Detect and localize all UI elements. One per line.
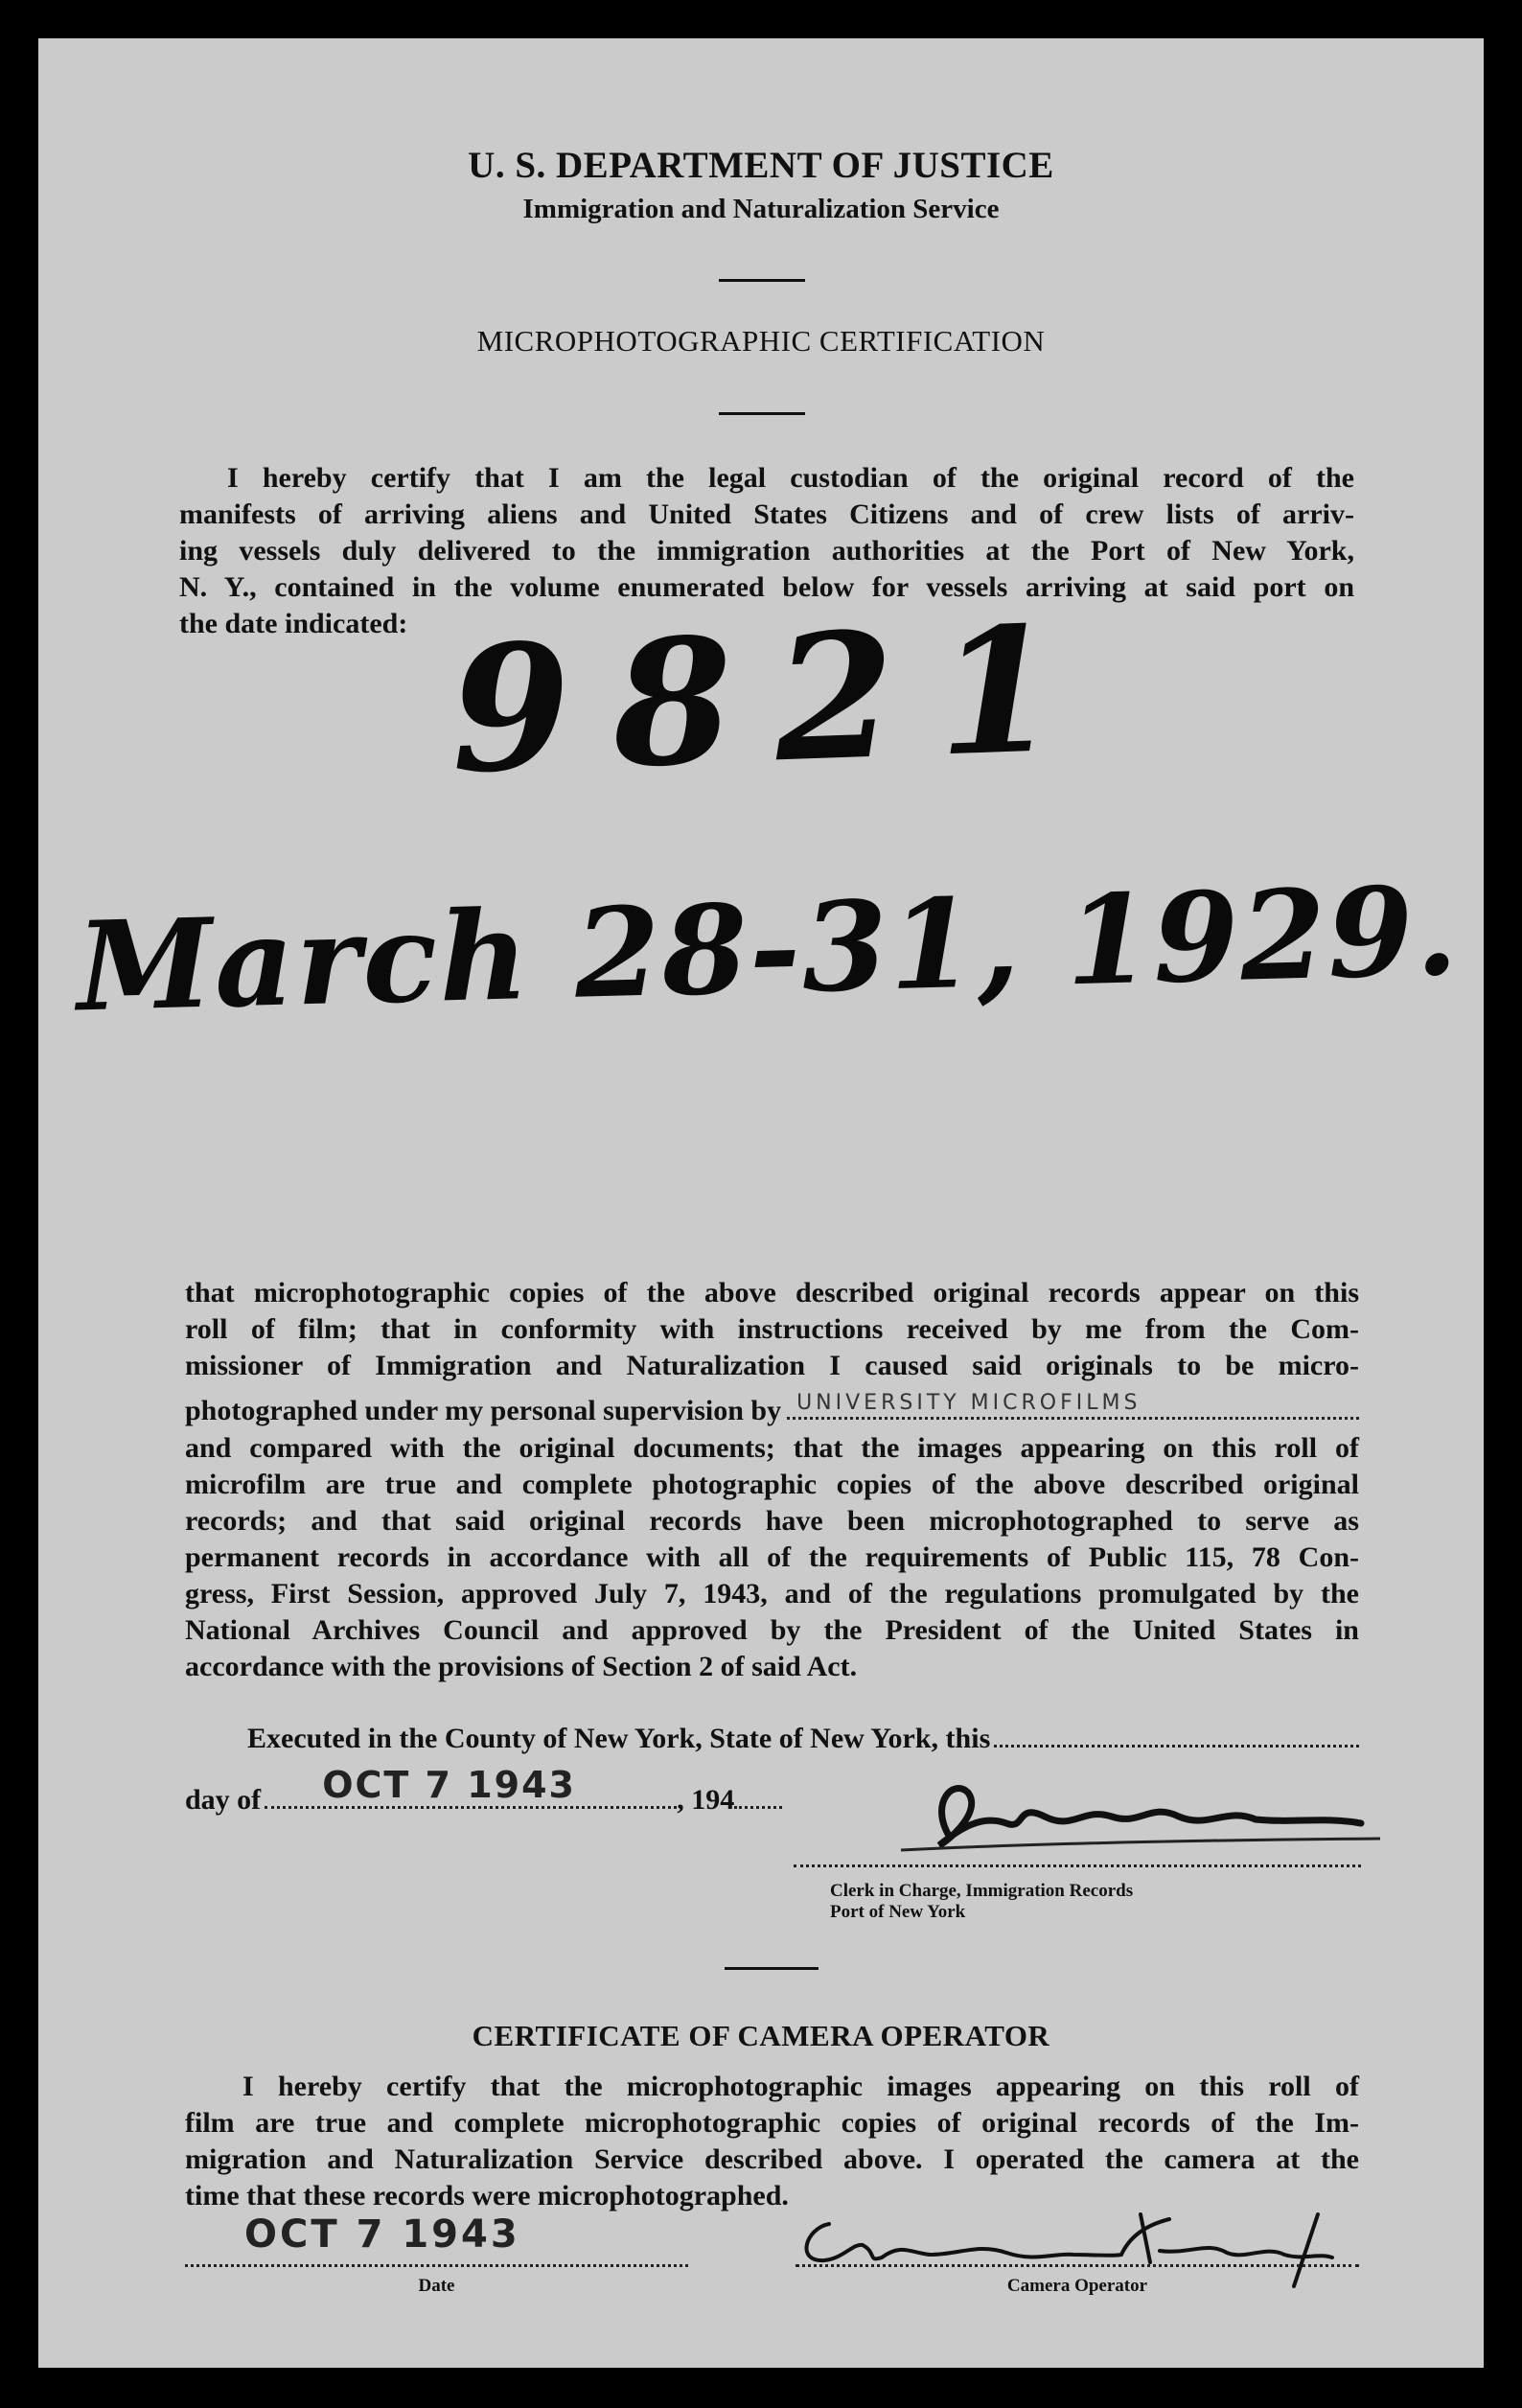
supervision-prefix: photographed under my personal supervision by	[185, 1395, 782, 1426]
text-line: accordance with the provisions of Section 2 of said Act.	[185, 1651, 858, 1682]
clerk-signature	[863, 1764, 1399, 1869]
text-line: migration and Naturalization Service described above. I operated the camera at the	[185, 2143, 1359, 2175]
date-fill-line	[265, 1764, 677, 1809]
camera-operator-label: Camera Operator	[1006, 2276, 1148, 2296]
divider	[719, 412, 805, 415]
clerk-title	[830, 1881, 1309, 1923]
handwritten-volume-number: 9821	[447, 587, 1103, 813]
certificate-title: MICROPHOTOGRAPHIC CERTIFICATION	[476, 324, 1046, 358]
text-line: roll of film; that in conformity with instructions received by me from the Com-	[185, 1313, 1359, 1345]
clerk-signature-line	[794, 1864, 1361, 1867]
day-of-line	[185, 1764, 856, 1817]
executed-line	[247, 1723, 1359, 1755]
text-line: the date indicated:	[179, 608, 408, 639]
text-line: gress, First Session, approved July 7, 1943, and of the regulations promulgated by the	[185, 1578, 1359, 1609]
date-stamp: OCT 7 1943	[322, 1764, 576, 1806]
text-line: permanent records in accordance with all of the requirements of Public 115, 78 Con-	[185, 1541, 1359, 1573]
text-line: microfilm are true and complete photographic copies of the above described original	[185, 1469, 1359, 1500]
supervisor-stamp: UNIVERSITY MICROFILMS	[796, 1391, 1142, 1415]
text-line: ing vessels duly delivered to the immigration authorities at the Port of New York,	[179, 535, 1354, 567]
text-line: time that these records were microphotographed.	[185, 2180, 789, 2211]
date-label: Date	[418, 2276, 455, 2296]
department-heading: U. S. DEPARTMENT OF JUSTICE	[468, 145, 1054, 186]
divider	[725, 1967, 819, 1970]
text-line: manifests of arriving aliens and United States Citizens and of crew lists of arriv-	[179, 498, 1354, 530]
service-subheading: Immigration and Naturalization Service	[522, 194, 1000, 224]
operator-date-stamp: OCT 7 1943	[244, 2212, 520, 2257]
divider	[719, 279, 805, 282]
operator-date-line	[185, 2264, 688, 2267]
text-line: I hereby certify that the microphotographic images appearing on this roll of	[242, 2071, 1359, 2102]
executed-text: Executed in the County of New York, State of New York, this	[247, 1723, 991, 1754]
supervision-line	[185, 1392, 1359, 1427]
year-fill-line	[734, 1785, 782, 1809]
document-page	[38, 38, 1484, 2368]
body-paragraph-continued	[185, 1430, 1359, 1685]
body-paragraph	[185, 1275, 1359, 1384]
day-fill-line	[994, 1724, 1359, 1748]
year-prefix: , 194	[677, 1784, 735, 1816]
operator-certificate-title: CERTIFICATE OF CAMERA OPERATOR	[472, 2019, 1050, 2052]
text-line: missioner of Immigration and Naturalization I caused said originals to be micro-	[185, 1350, 1359, 1381]
operator-signature-line	[796, 2264, 1359, 2267]
text-line: N. Y., contained in the volume enumerated below for vessels arriving at said port on	[179, 571, 1354, 603]
day-of-label: day of	[185, 1784, 262, 1816]
supervisor-fill-line	[787, 1392, 1359, 1420]
text-line: records; and that said original records have been microphotographed to serve as	[185, 1505, 1359, 1537]
clerk-title-line: Port of New York	[830, 1902, 966, 1922]
text-line: that microphotographic copies of the above described original records appear on this	[185, 1277, 1359, 1308]
text-line: National Archives Council and approved by the President of the United States in	[185, 1614, 1359, 1646]
text-line: I hereby certify that I am the legal custodian of the original record of the	[227, 462, 1354, 494]
handwritten-dates: March 28-31, 1929.	[75, 859, 1462, 1040]
clerk-title-line: Clerk in Charge, Immigration Records	[830, 1881, 1134, 1901]
text-line: film are true and complete microphotographic copies of original records of the Im-	[185, 2107, 1359, 2139]
text-line: and compared with the original documents; that the images appearing on this roll of	[185, 1432, 1359, 1464]
